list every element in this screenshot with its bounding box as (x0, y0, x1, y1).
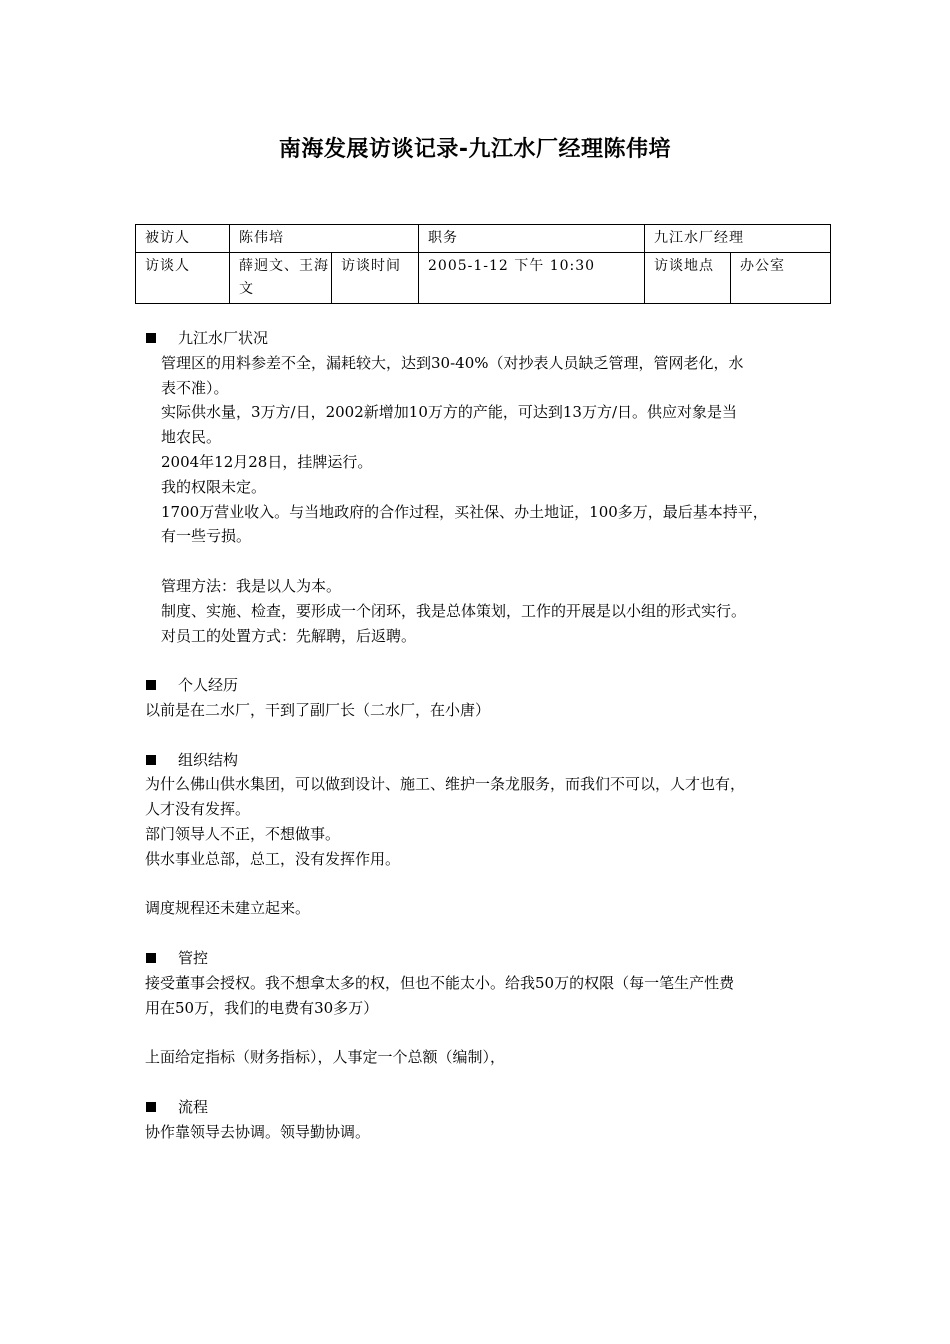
interviewer-line-1: 薛迥文、王海 (239, 258, 329, 274)
status-p8: 对员工的处置方式：先解聘，后返聘。 (161, 626, 417, 645)
status-paragraphs (145, 351, 815, 649)
position-label: 职务 (419, 225, 645, 253)
status-p5-line1: 1700万营业收入。与当地政府的合作过程，买社保、办土地证，100多万，最后基本持平， (161, 502, 768, 521)
status-p4: 我的权限未定。 (161, 477, 267, 496)
place-label: 访谈地点 (645, 253, 731, 304)
blank-line (145, 921, 815, 946)
square-bullet-icon (146, 333, 156, 343)
interviewee-label: 被访人 (136, 225, 230, 253)
interviewer-line-2: 文 (239, 281, 254, 297)
status-p2-line1: 实际供水量，3万方/日，2002新增加10万方的产能，可达到13万方/日。供应对象是当 (161, 403, 738, 422)
interview-info-table (135, 224, 831, 304)
document-body (145, 326, 815, 1144)
section-heading-control: 管控 (145, 946, 815, 971)
place-value: 办公室 (731, 253, 831, 304)
control-p2: 上面给定指标（财务指标），人事定一个总额（编制）， (145, 1048, 506, 1067)
time-label: 访谈时间 (332, 253, 419, 304)
control-p1-line2: 用在50万，我们的电费有30多万） (145, 998, 379, 1017)
time-value: 2005-1-12 下午 10:30 (419, 253, 645, 304)
square-bullet-icon (146, 680, 156, 690)
organization-p2: 部门领导人不正，不想做事。 (145, 824, 341, 843)
organization-p4: 调度规程还未建立起来。 (145, 899, 311, 918)
status-p7: 制度、实施、检查，要形成一个闭环，我是总体策划，工作的开展是以小组的形式实行。 (161, 601, 747, 620)
blank-line (145, 723, 815, 748)
blank-line (145, 648, 815, 673)
status-p1-line2: 表不准）。 (161, 378, 229, 397)
interviewee-value: 陈伟培 (230, 225, 419, 253)
section-heading-process: 流程 (145, 1095, 815, 1120)
section-heading-experience: 个人经历 (145, 673, 815, 698)
section-heading-status: 九江水厂状况 (145, 326, 815, 351)
square-bullet-icon (146, 755, 156, 765)
square-bullet-icon (146, 1102, 156, 1112)
interviewer-value (230, 253, 332, 304)
section-heading-organization: 组织结构 (145, 748, 815, 773)
status-p2-line2: 地农民。 (161, 428, 222, 447)
square-bullet-icon (146, 953, 156, 963)
info-row-interviewer (136, 253, 831, 304)
blank-line (145, 872, 815, 897)
blank-line (161, 549, 815, 574)
status-p5-line2: 有一些亏损。 (161, 527, 252, 546)
experience-p1: 以前是在二水厂，干到了副厂长（二水厂，在小唐） (145, 700, 491, 719)
status-p3: 2004年12月28日，挂牌运行。 (161, 452, 373, 471)
position-value: 九江水厂经理 (645, 225, 831, 253)
status-p6: 管理方法：我是以人为本。 (161, 576, 342, 595)
blank-line (145, 1020, 815, 1045)
organization-p1-line1: 为什么佛山供水集团，可以做到设计、施工、维护一条龙服务，而我们不可以，人才也有， (145, 775, 746, 794)
status-p1-line1: 管理区的用料参差不全，漏耗较大，达到30-40%（对抄表人员缺乏管理，管网老化，水 (161, 353, 744, 372)
interviewer-label: 访谈人 (136, 253, 230, 304)
document-title: 南海发展访谈记录-九江水厂经理陈伟培 (278, 137, 672, 162)
info-row-interviewee (136, 225, 831, 253)
organization-p1-line2: 人才没有发挥。 (145, 800, 251, 819)
organization-p3: 供水事业总部，总工，没有发挥作用。 (145, 849, 401, 868)
process-p1: 协作靠领导去协调。领导勤协调。 (145, 1122, 371, 1141)
blank-line (145, 1070, 815, 1095)
control-p1-line1: 接受董事会授权。我不想拿太多的权，但也不能太小。给我50万的权限（每一笔生产性费 (145, 973, 735, 992)
